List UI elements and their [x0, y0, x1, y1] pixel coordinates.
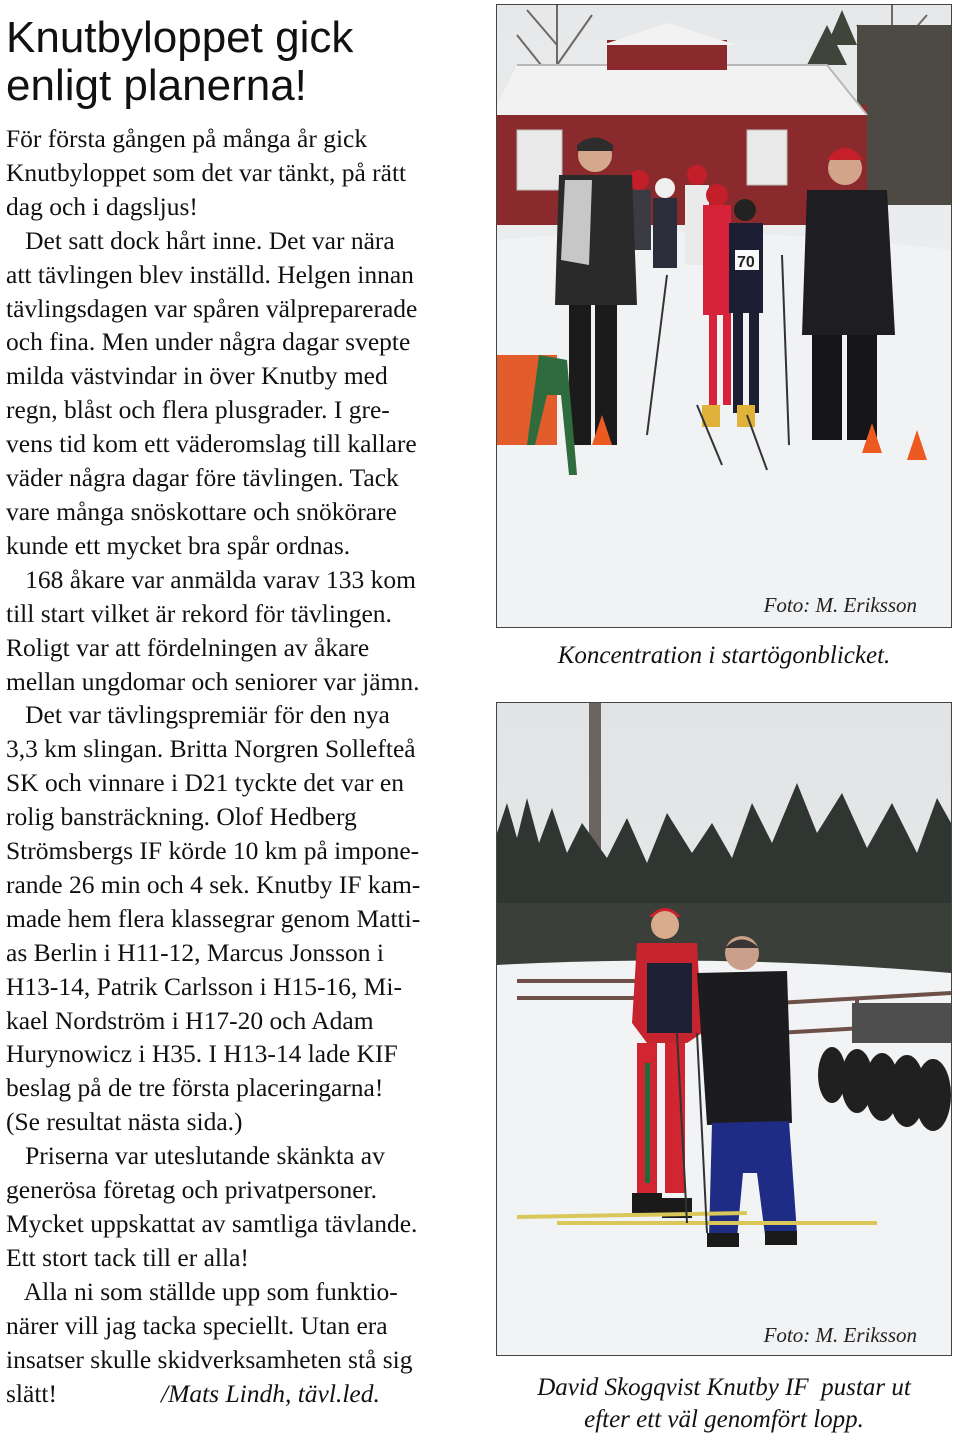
article-title-line-2: enligt planerna! — [6, 61, 307, 110]
body-line: Hurynowicz i H35. I H13-14 lade KIF — [6, 1039, 398, 1069]
photo-credit: Foto: M. Eriksson — [763, 1323, 917, 1347]
body-line: Mycket uppskattat av samtliga tävlande. — [6, 1209, 418, 1238]
author-signature: /Mats Lindh, tävl.led. — [161, 1378, 380, 1408]
body-line: rolig bansträckning. Olof Hedberg — [6, 802, 357, 832]
body-line: mellan ungdomar och seniorer var jämn. — [6, 666, 420, 696]
article-title — [6, 14, 476, 110]
body-line: väder några dagar före tävlingen. Tack — [6, 463, 399, 493]
body-line: insatser skulle skidverksamheten stå sig — [6, 1344, 413, 1374]
body-line: as Berlin i H11-12, Marcus Jonsson i — [6, 937, 384, 967]
article-body — [6, 122, 476, 1410]
body-line: närer vill jag tacka speciellt. Utan era — [6, 1310, 388, 1340]
body-line: kael Nordström i H17-20 och Adam — [6, 1005, 374, 1035]
body-line: H13-14, Patrik Carlsson i H15-16, Mi- — [6, 971, 402, 1001]
body-line: Ett stort tack till er alla! — [6, 1242, 249, 1272]
body-line: (Se resultat nästa sida.) — [6, 1107, 243, 1137]
body-line: Det satt dock hårt inne. Det var nära — [6, 225, 395, 255]
caption-line: efter ett väl genomfört lopp. — [584, 1406, 864, 1433]
body-line: Alla ni som ställde upp som funktio- — [6, 1276, 398, 1306]
body-line: till start vilket är rekord för tävlingen. — [6, 598, 392, 628]
body-line: vens tid kom ett väderomslag till kallare — [6, 429, 417, 459]
body-line: Strömsbergs IF körde 10 km på impone- — [6, 836, 420, 866]
body-line: kunde ett mycket bra spår ordnas. — [6, 530, 351, 560]
body-line: milda västvindar in över Knutby med — [6, 361, 388, 391]
body-line: regn, blåst och flera plusgrader. I gre- — [6, 395, 390, 425]
photo-start-line — [496, 4, 952, 628]
body-line: made hem flera klassegrar genom Matti- — [6, 903, 421, 933]
body-line: dag och i dagsljus! — [6, 191, 198, 221]
body-line: 3,3 km slingan. Britta Norgren Sollefteå — [6, 734, 416, 764]
body-line: och fina. Men under några dagar svepte — [6, 327, 411, 357]
body-last-word: slätt! — [6, 1378, 57, 1408]
body-line: SK och vinnare i D21 tyckte det var en — [6, 768, 404, 798]
body-last-line — [6, 1377, 476, 1411]
body-line: tävlingsdagen var spåren välpreparerade — [6, 293, 418, 323]
body-line: Det var tävlingspremiär för den nya — [6, 700, 390, 730]
photo-finish-image — [497, 703, 951, 1355]
article-title-line-1: Knutbyloppet gick — [6, 13, 354, 62]
body-line: Priserna var uteslutande skänkta av — [6, 1141, 385, 1171]
photo-credit: Foto: M. Eriksson — [763, 593, 917, 617]
body-line: rande 26 min och 4 sek. Knutby IF kam- — [6, 869, 421, 899]
photo-caption — [496, 640, 952, 672]
body-line: att tävlingen blev inställd. Helgen innan — [6, 259, 414, 289]
caption-line: Koncentration i startögonblicket. — [557, 642, 891, 669]
body-line: För första gången på många år gick — [6, 124, 368, 153]
body-line: Knutbyloppet som det var tänkt, på rätt — [6, 157, 407, 187]
body-line: vare många snöskottare och snökörare — [6, 496, 397, 526]
photo-start-line-image — [497, 5, 951, 627]
photo-finish — [496, 702, 952, 1356]
caption-line: David Skogqvist Knutby IF pustar ut — [537, 1374, 911, 1401]
photo-caption — [496, 1372, 952, 1436]
body-line: Roligt var att fördelningen av åkare — [6, 632, 370, 662]
bib-number: 70 — [737, 254, 755, 271]
body-line: generösa företag och privatpersoner. — [6, 1175, 378, 1205]
body-line: beslag på de tre första placeringarna! — [6, 1073, 384, 1103]
body-line: 168 åkare var anmälda varav 133 kom — [6, 564, 416, 594]
